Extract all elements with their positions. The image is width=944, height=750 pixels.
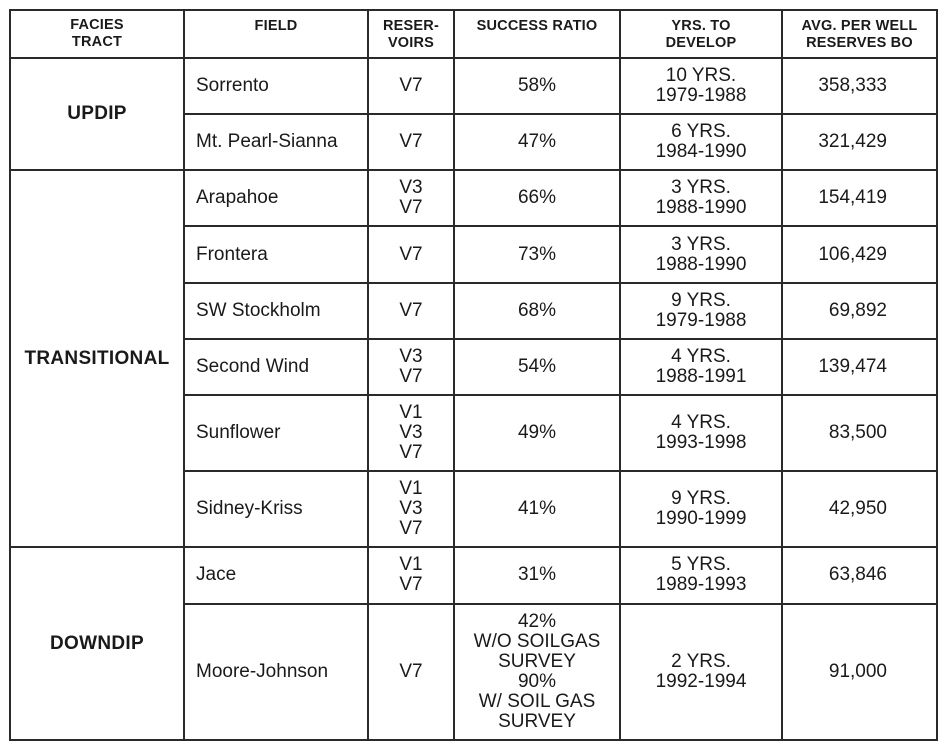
header-years-to-develop: YRS. TO DEVELOP	[620, 10, 782, 58]
years-cell: 4 YRS. 1993-1998	[620, 395, 782, 471]
reservoirs-cell: V7	[368, 114, 454, 170]
success-cell: 41%	[454, 471, 620, 547]
reserves-cell: 106,429	[782, 226, 937, 282]
years-cell: 10 YRS. 1979-1988	[620, 58, 782, 114]
header-reservoirs: RESER- VOIRS	[368, 10, 454, 58]
reserves-cell: 139,474	[782, 339, 937, 395]
field-cell: Sidney-Kriss	[184, 471, 368, 547]
years-cell: 3 YRS. 1988-1990	[620, 226, 782, 282]
field-cell: Mt. Pearl-Sianna	[184, 114, 368, 170]
success-cell: 73%	[454, 226, 620, 282]
field-cell: SW Stockholm	[184, 283, 368, 339]
reserves-cell: 321,429	[782, 114, 937, 170]
reserves-cell: 42,950	[782, 471, 937, 547]
success-cell: 31%	[454, 547, 620, 603]
tract-downdip: DOWNDIP	[10, 547, 184, 740]
success-cell: 49%	[454, 395, 620, 471]
header-success-ratio: SUCCESS RATIO	[454, 10, 620, 58]
field-cell: Second Wind	[184, 339, 368, 395]
success-cell: 42% W/O SOILGAS SURVEY 90% W/ SOIL GAS SURVEY	[454, 604, 620, 740]
success-cell: 47%	[454, 114, 620, 170]
reserves-cell: 69,892	[782, 283, 937, 339]
reservoirs-cell: V3 V7	[368, 339, 454, 395]
reservoirs-cell: V7	[368, 283, 454, 339]
field-cell: Frontera	[184, 226, 368, 282]
years-cell: 2 YRS. 1992-1994	[620, 604, 782, 740]
header-avg-reserves: AVG. PER WELL RESERVES BO	[782, 10, 937, 58]
reservoirs-cell: V7	[368, 58, 454, 114]
reserves-cell: 63,846	[782, 547, 937, 603]
success-cell: 54%	[454, 339, 620, 395]
reservoirs-cell: V1 V7	[368, 547, 454, 603]
reservoirs-cell: V7	[368, 226, 454, 282]
success-cell: 66%	[454, 170, 620, 226]
facies-table	[9, 9, 938, 741]
field-cell: Arapahoe	[184, 170, 368, 226]
reserves-cell: 83,500	[782, 395, 937, 471]
reservoirs-cell: V1 V3 V7	[368, 395, 454, 471]
table-row	[10, 170, 937, 226]
success-cell: 68%	[454, 283, 620, 339]
success-cell: 58%	[454, 58, 620, 114]
field-cell: Jace	[184, 547, 368, 603]
reservoirs-cell: V1 V3 V7	[368, 471, 454, 547]
years-cell: 9 YRS. 1979-1988	[620, 283, 782, 339]
years-cell: 3 YRS. 1988-1990	[620, 170, 782, 226]
table-row	[10, 58, 937, 114]
reserves-cell: 358,333	[782, 58, 937, 114]
reservoirs-cell: V3 V7	[368, 170, 454, 226]
tract-transitional: TRANSITIONAL	[10, 170, 184, 547]
field-cell: Sunflower	[184, 395, 368, 471]
reserves-cell: 154,419	[782, 170, 937, 226]
header-field: FIELD	[184, 10, 368, 58]
header-row	[10, 10, 937, 58]
table-row	[10, 547, 937, 603]
reservoirs-cell: V7	[368, 604, 454, 740]
header-facies-tract: FACIES TRACT	[10, 10, 184, 58]
tract-updip: UPDIP	[10, 58, 184, 170]
field-cell: Moore-Johnson	[184, 604, 368, 740]
reserves-cell: 91,000	[782, 604, 937, 740]
field-cell: Sorrento	[184, 58, 368, 114]
years-cell: 4 YRS. 1988-1991	[620, 339, 782, 395]
years-cell: 6 YRS. 1984-1990	[620, 114, 782, 170]
years-cell: 5 YRS. 1989-1993	[620, 547, 782, 603]
years-cell: 9 YRS. 1990-1999	[620, 471, 782, 547]
